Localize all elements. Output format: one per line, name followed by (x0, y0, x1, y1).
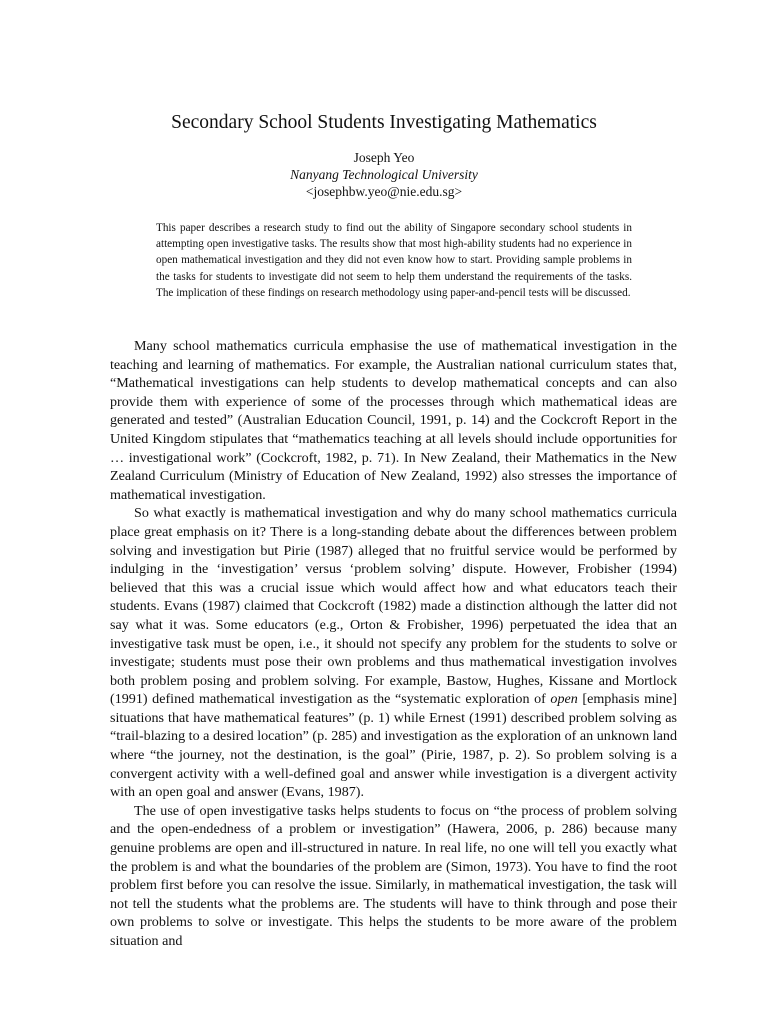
paragraph-3: The use of open investigative tasks helps students to focus on “the process of problem solving and the open-endedness of a problem or investigation” (Hawera, 2006, p. 286) because many genuine problems are open and ill-structured in nature. In real life, no one will tell you exactly what the problem is and what the boundaries of the problem are (Simon, 1973). You have to find the root problem first before you can resolve the issue. Similarly, in mathematical investigation, the task will not tell the students what the problems are. The students will have to think through and pose their own problems to solve or investigate. This helps the students to be more aware of the problem situation and (110, 802, 677, 949)
paragraph-2-emphasis: open (550, 691, 578, 708)
author-affiliation: Nanyang Technological University (290, 167, 478, 182)
abstract: This paper describes a research study to find out the ability of Singapore secondary school students in attempting open investigative tasks. The results show that most high-ability students had no experience in open mathematical investigation and they did not even know how to start. Providing sample problems in the tasks for students to investigate did not seem to help them understand the requirements of the tasks. The implication of these findings on research methodology using paper-and-pencil tests will be discussed. (156, 222, 632, 299)
paragraph-2-part-1: So what exactly is mathematical investigation and why do many school mathematics curricula place great emphasis on it? There is a long-standing debate about the differences between problem solving and investigation but Pirie (1987) alleged that no fruitful service would be performed by indulging in the ‘investigation’ versus ‘problem solving’ dispute. However, Frobisher (1994) believed that this was a crucial issue which would affect how and what educators teach their students. Evans (1987) claimed that Cockcroft (1982) made a distinction although the latter did not say what it was. Some educators (e.g., Orton & Frobisher, 1996) perpetuated the idea that an investigative task must be open, i.e., it should not specify any problem for the students to solve or investigate; students must pose their own problems and thus mathematical investigation involves both problem posing and problem solving. For example, Bastow, Hughes, Kissane and Mortlock (1991) defined mathematical investigation as the “systematic exploration of (110, 505, 677, 708)
paper-title: Secondary School Students Investigating Mathematics (171, 112, 597, 133)
paragraph-2-part-2: [emphasis mine] situations that have mathematical features” (p. 1) while Ernest (1991) described problem solving as “trail-blazing to a desired location” (p. 285) and investigation as the exploration of an unknown land where “the journey, not the destination, is the goal” (Pirie, 1987, p. 2). So problem solving is a convergent activity with a well-defined goal and answer while investigation is a divergent activity with an open goal and answer (Evans, 1987). (110, 691, 677, 801)
author-block (0, 149, 768, 200)
body-text (110, 337, 677, 951)
paragraph-1: Many school mathematics curricula emphasise the use of mathematical investigation in the teaching and learning of mathematics. For example, the Australian national curriculum states that, “Mathematical investigations can help students to develop mathematical concepts and can also provide them with experience of some of the processes through which mathematical ideas are generated and tested” (Australian Education Council, 1991, p. 14) and the Cockcroft Report in the United Kingdom stipulates that “mathematics teaching at all levels should include opportunities for … investigational work” (Cockcroft, 1982, p. 71). In New Zealand, their Mathematics in the New Zealand Curriculum (Ministry of Education of New Zealand, 1992) also stresses the importance of mathematical investigation. (110, 338, 677, 503)
author-name: Joseph Yeo (353, 150, 415, 165)
author-email: <josephbw.yeo@nie.edu.sg> (305, 184, 463, 199)
paragraph-2 (110, 504, 677, 802)
